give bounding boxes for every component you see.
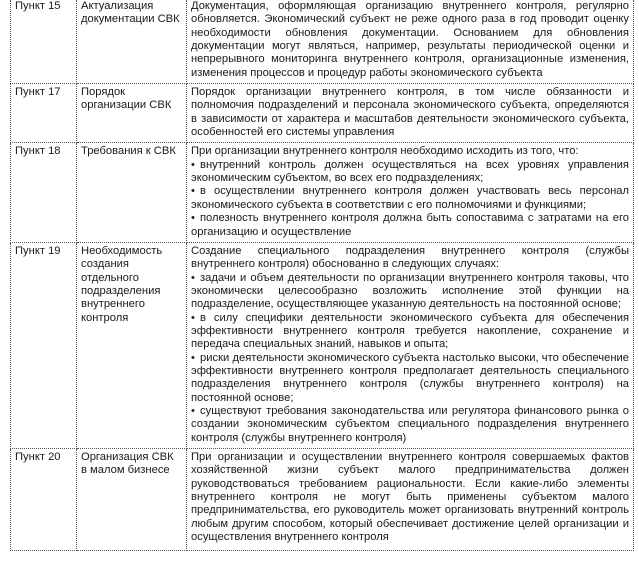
content-intro: Порядок организации внутреннего контроля, в том числе обязанности и полномочия подразделений и персонала экономического субъекта, определяются в зависимости от характера и масштабов деятельности экономического субъекта, особенностей его системы управления xyxy=(191,86,629,139)
topic-cell: Необходимость создания отдельного подразделения внутреннего контроля xyxy=(77,242,187,448)
regulation-table xyxy=(10,0,634,551)
bullet-item: • в силу специфики деятельности экономического субъекта для обеспечения эффективности внутреннего контроля требуется накопление, сохранение и передача специальных знаний, навыков и опыта; xyxy=(191,312,629,352)
content-intro: Документация, оформляющая организацию внутреннего контроля, регулярно обновляется. Экономический субъект не реже одного раза в год проводит оценку необходимости обновления документации. Основанием для обновления документации могут являться, например, результаты периодической оценки и непрерывного мониторинга внутреннего контроля, организационные изменения, изменения процессов и процедур работы экономического субъекта xyxy=(191,0,629,79)
content-cell xyxy=(187,242,634,448)
topic-cell: Требования к СВК xyxy=(77,143,187,242)
content-cell xyxy=(187,84,634,143)
point-cell: Пункт 19 xyxy=(11,242,77,448)
bullet-item: • существуют требования законодательства или регулятора финансового рынка о создании экономическим субъектом специального подразделения внутреннего контроля (службы внутреннего контроля) xyxy=(191,405,629,445)
content-intro: При организации и осуществлении внутреннего контроля совершаемых фактов хозяйственной жизни субъект малого предпринимательства должен руководствоваться требованием рациональности. Если какие-либо элементы внутреннего контроля не могут быть применены субъектом малого предпринимательства, его руководитель может организовать внутренний контроль любым другим способом, который обеспечивает достижение целей организации и осуществления внутреннего контроля xyxy=(191,451,629,544)
topic-cell: Актуализация документации СВК xyxy=(77,0,187,84)
table-row xyxy=(11,0,634,84)
content-cell xyxy=(187,449,634,551)
table-row xyxy=(11,242,634,448)
content-cell xyxy=(187,143,634,242)
content-intro: Создание специального подразделения внутреннего контроля (службы внутреннего контроля) обоснованно в следующих случаях: xyxy=(191,244,629,271)
bullet-item: • полезность внутреннего контроля должна быть сопоставима с затратами на его организацию и осуществление xyxy=(191,212,629,239)
bullet-item: • задачи и объем деятельности по организации внутреннего контроля таковы, что экономически целесообразно возложить исполнение этой функции на подразделение, осуществляющее указанную деятельность на постоянной основе; xyxy=(191,272,629,312)
content-cell xyxy=(187,0,634,84)
point-cell: Пункт 15 xyxy=(11,0,77,84)
table-row xyxy=(11,449,634,551)
bullet-item: • в осуществлении внутреннего контроля должен участвовать весь персонал экономического субъекта в соответствии с его полномочиями и функциями; xyxy=(191,185,629,212)
content-intro: При организации внутреннего контроля необходимо исходить из того, что: xyxy=(191,145,579,158)
point-cell: Пункт 20 xyxy=(11,449,77,551)
topic-cell: Организация СВК в малом бизнесе xyxy=(77,449,187,551)
point-cell: Пункт 18 xyxy=(11,143,77,242)
table-row xyxy=(11,143,634,242)
point-cell: Пункт 17 xyxy=(11,84,77,143)
bullet-item: • внутренний контроль должен осуществляться на всех уровнях управления экономическим субъектом, во всех его подразделениях; xyxy=(191,159,629,186)
bullet-item: • риски деятельности экономического субъекта настолько высоки, что обеспечение эффективности внутреннего контроля предполагает деятельность специального подразделения внутреннего контроля (службы внутреннего контроля) на постоянной основе; xyxy=(191,352,629,405)
table-row xyxy=(11,84,634,143)
topic-cell: Порядок организации СВК xyxy=(77,84,187,143)
